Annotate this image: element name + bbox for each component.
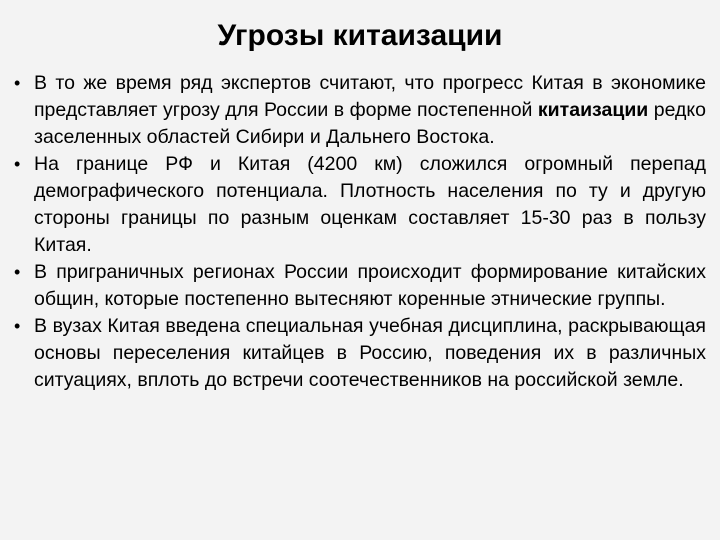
bullet-item-2	[14, 151, 706, 259]
bullet-text-1-start: В то же время ряд экспертов считают, что прогресс Китая в экономике представляет угрозу для России в форме постепенной	[34, 72, 706, 121]
bullet-marker: •	[14, 73, 21, 93]
bullet-text-1-end: редко заселенных областей Сибири и Дальнего Востока.	[34, 99, 707, 148]
bullet-item-1	[14, 70, 706, 151]
bullet-text-4: В вузах Китая введена специальная учебная дисциплина, раскрывающая основы переселения китайцев в Россию, поведения их в различных ситуациях, вплоть до встречи соотечественников на российской земле.	[34, 315, 706, 391]
bullet-text-1-emphasis: китаизации	[537, 99, 649, 121]
bullet-marker: •	[14, 154, 21, 174]
bullet-item-3	[14, 259, 706, 313]
bullet-marker: •	[14, 316, 21, 336]
bullet-list	[14, 70, 706, 394]
slide-title: Угрозы китаизации	[217, 19, 503, 52]
bullet-text-3: В приграничных регионах России происходит формирование китайских общин, которые постепенно вытесняют коренные этнические группы.	[34, 261, 706, 310]
bullet-text-2: На границе РФ и Китая (4200 км) сложился огромный перепад демографического потенциала. Плотность населения по ту и другую стороны границы по разным оценкам составляет 15-30 раз в пользу Китая.	[34, 153, 706, 256]
bullet-item-4	[14, 313, 706, 394]
bullet-text-1	[34, 70, 706, 151]
bullet-marker: •	[14, 262, 21, 282]
